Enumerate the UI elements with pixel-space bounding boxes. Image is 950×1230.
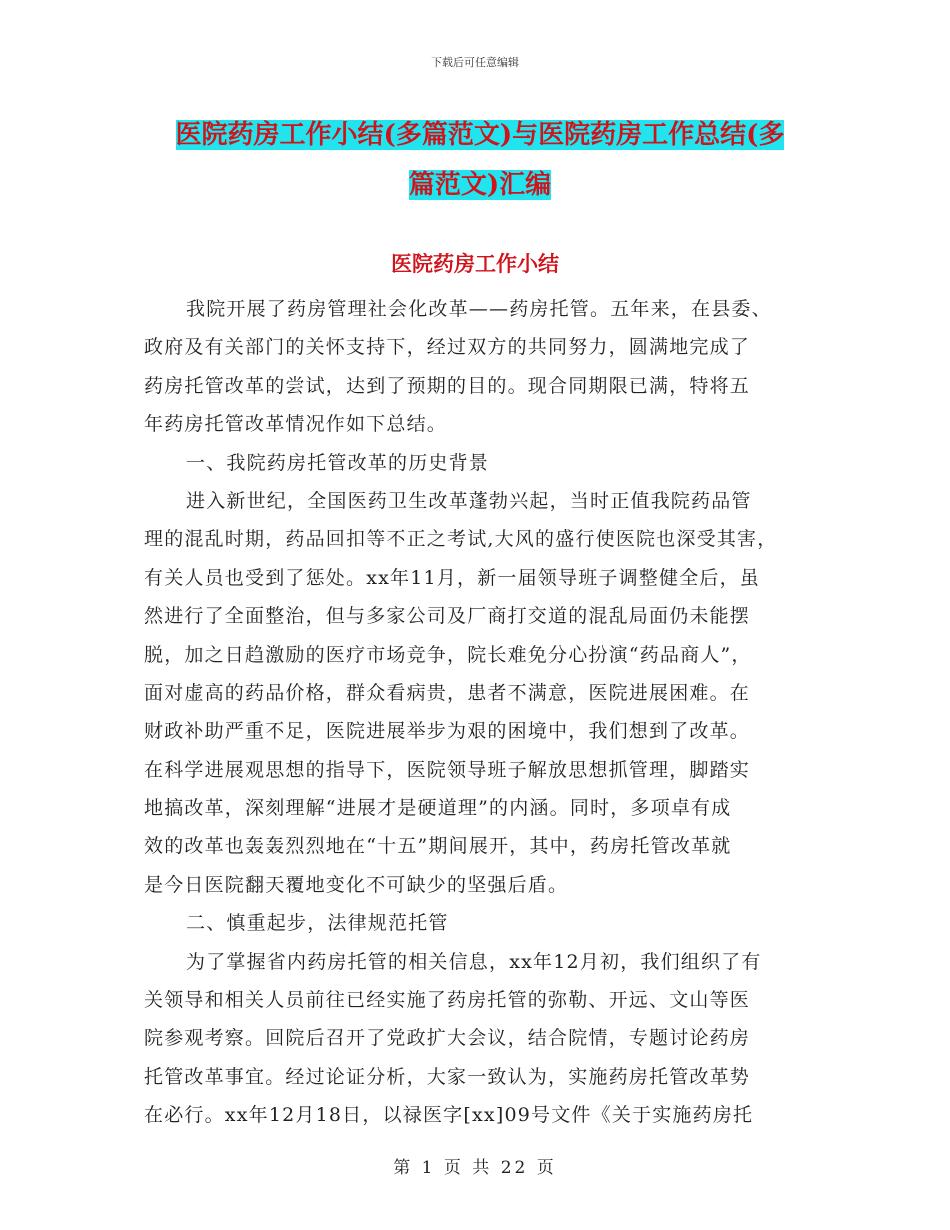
page-footer: 第 1 页 共 22 页: [393, 1158, 557, 1178]
document-title-line-2: 篇范文)汇编: [408, 170, 552, 200]
header-note: 下载后可任意编辑: [431, 56, 519, 69]
text-line: 我院开展了药房管理社会化改革——药房托管。五年来，在县委、: [186, 298, 772, 320]
text-line: 效的改革也轰轰烈烈地在“十五”期间展开，其中，药房托管改革就: [144, 835, 732, 858]
body-text: [144, 290, 814, 1135]
text-line: 然进行了全面整治，但与多家公司及厂商打交道的混乱局面仍未能摆: [144, 605, 751, 628]
document-title: [140, 110, 820, 210]
text-line: 有关人员也受到了惩处。xx年11月，新一届领导班子调整健全后，虽: [144, 566, 761, 589]
text-line: 是今日医院翻天覆地变化不可缺少的坚强后盾。: [144, 873, 569, 896]
text-line: 面对虚高的药品价格，群众看病贵，患者不满意，医院进展困难。在: [144, 681, 751, 704]
text-line: 院参观考察。回院后召开了党政扩大会议，结合院情，专题讨论药房: [144, 1027, 751, 1050]
text-line: 财政补助严重不足，医院进展举步为艰的困境中，我们想到了改革。: [144, 720, 751, 743]
text-line: 年药房托管改革情况作如下总结。: [144, 413, 448, 436]
text-line: 一、我院药房托管改革的历史背景: [186, 451, 490, 474]
text-line: 脱，加之日趋激励的医疗市场竞争，院长难免分心扮演“药品商人”，: [144, 643, 752, 666]
text-line: 进入新世纪，全国医药卫生改革蓬勃兴起，当时正值我院药品管: [186, 489, 752, 512]
text-line: 地搞改革，深刻理解“进展才是硬道理”的内涵。同时，多项卓有成: [144, 797, 732, 820]
text-line: 为了掌握省内药房托管的相关信息，xx年12月初，我们组织了有: [186, 950, 762, 973]
document-title-line-1: 医院药房工作小结(多篇范文)与医院药房工作总结(多: [175, 120, 785, 150]
text-line: 托管改革事宜。经过论证分析，大家一致认为，实施药房托管改革势: [144, 1065, 751, 1088]
text-line: 药房托管改革的尝试，达到了预期的目的。现合同期限已满，特将五: [144, 374, 751, 397]
text-line: 政府及有关部门的关怀支持下，经过双方的共同努力，圆满地完成了: [144, 336, 751, 359]
text-line: 在科学进展观思想的指导下，医院领导班子解放思想抓管理，脚踏实: [144, 758, 751, 781]
text-line: 二、慎重起步，法律规范托管: [186, 912, 449, 935]
section-title: 医院药房工作小结: [391, 251, 559, 276]
text-line: 关领导和相关人员前往已经实施了药房托管的弥勒、开远、文山等医: [144, 989, 751, 1012]
text-line: 在必行。xx年12月18日，以禄医字[xx]09号文件《关于实施药房托: [144, 1104, 754, 1127]
text-line: 理的混乱时期，药品回扣等不正之考试,大风的盛行使医院也深受其害，: [144, 528, 778, 551]
